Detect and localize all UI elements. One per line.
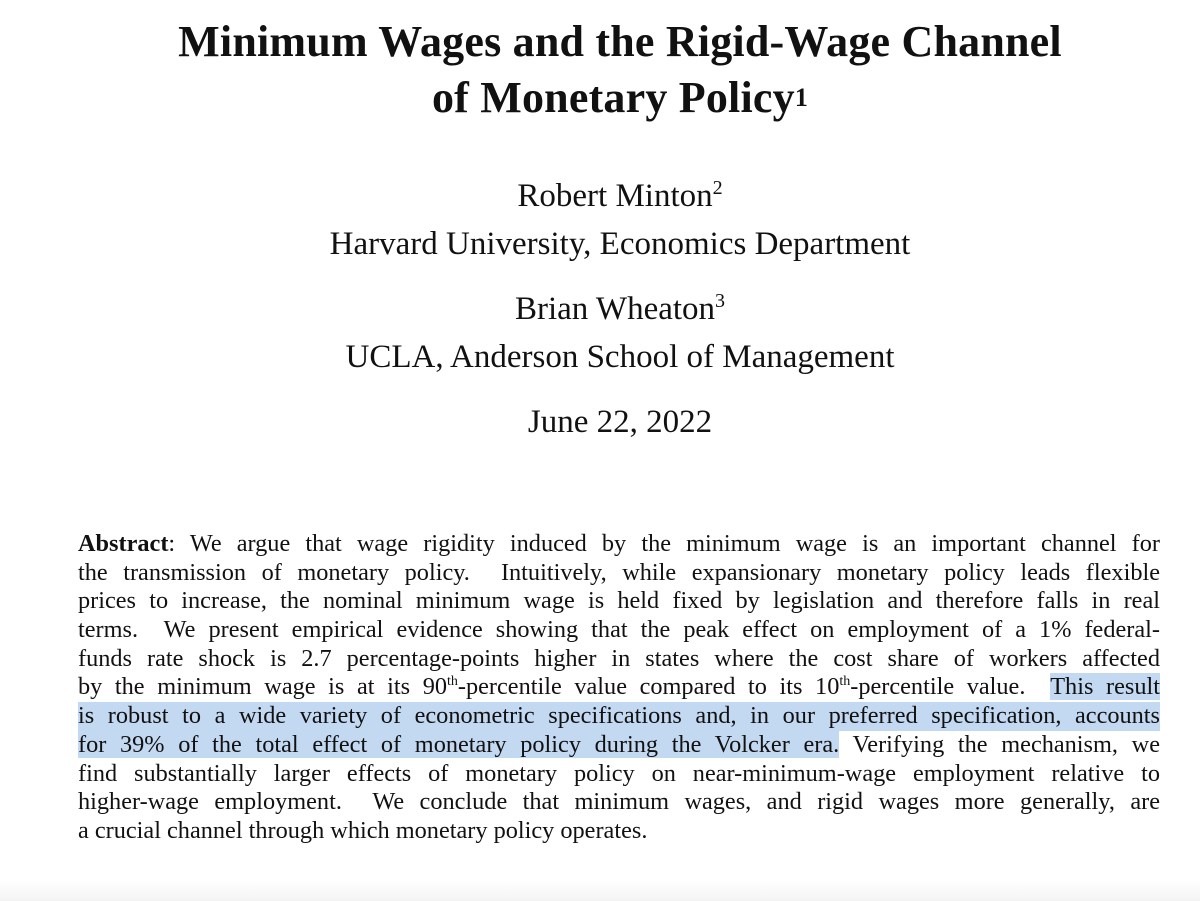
abstract-line-5-text: funds rate shock is 2.7 percentage-points higher in states where the cost share of workers affected — [78, 644, 1160, 672]
paper-title — [0, 14, 1200, 132]
abstract-line-9-text: find substantially larger effects of monetary policy on near-minimum-wage employment relative to — [78, 759, 1160, 787]
paper-date: June 22, 2022 — [527, 404, 713, 440]
author-1-footnote-marker[interactable]: 2 — [712, 177, 723, 199]
page-bottom-shadow — [0, 881, 1200, 901]
abstract-line-6-text — [78, 673, 1160, 702]
abstract-line-9 — [78, 760, 1160, 789]
author-block-1 — [0, 174, 1200, 266]
author-name-2 — [0, 287, 1200, 335]
ordinal-superscript-10th: th — [839, 674, 851, 690]
author-name-1-text: Robert Minton — [517, 178, 713, 214]
abstract-line-7 — [78, 702, 1160, 731]
abstract-label: Abstract — [78, 530, 169, 557]
abstract-line-8-rest: Verifying the mechanism, we — [839, 730, 1160, 758]
abstract-line-11-text: a crucial channel through which monetary policy operates. — [78, 816, 648, 844]
selected-text-highlight-3[interactable]: for 39% of the total effect of monetary policy during the Volcker era. — [78, 730, 840, 758]
abstract-line-1 — [78, 530, 1160, 559]
selected-text-highlight-2[interactable]: is robust to a wide variety of econometric specifications and, in our preferred specification, accounts — [78, 702, 1161, 730]
abstract-line-1-body: : We argue that wage rigidity induced by the minimum wage is an important channel for — [168, 530, 1160, 557]
abstract-line-8-text — [78, 731, 1160, 760]
title-footnote-marker[interactable]: 1 — [794, 83, 809, 112]
author-affiliation-1: Harvard University, Economics Department — [329, 226, 911, 262]
abstract-line-5 — [78, 645, 1160, 674]
abstract-line-8 — [78, 731, 1160, 760]
abstract-line-3 — [78, 587, 1160, 616]
abstract-line-4 — [78, 616, 1160, 645]
abstract-line-6-part-2: -percentile value compared to its 10 — [457, 673, 840, 701]
author-block-2 — [0, 287, 1200, 379]
abstract-line-10 — [78, 788, 1160, 817]
author-name-2-text: Brian Wheaton — [514, 291, 716, 327]
abstract-line-4-text: terms. We present empirical evidence showing that the peak effect on employment of a 1% federal- — [78, 616, 1160, 644]
abstract-line-3-text: prices to increase, the nominal minimum wage is held fixed by legislation and therefore falls in real — [78, 587, 1160, 615]
abstract-line-1-text — [78, 530, 1160, 559]
title-line-1: Minimum Wages and the Rigid-Wage Channel — [178, 17, 1062, 66]
abstract-line-6-part-1: by the minimum wage is at its 90 — [78, 673, 447, 701]
abstract-line-2 — [78, 559, 1160, 588]
author-2-footnote-marker[interactable]: 3 — [715, 290, 726, 312]
title-line-2-text: of Monetary Policy — [431, 73, 795, 122]
abstract-line-11 — [78, 817, 1160, 846]
title-line-2 — [0, 70, 1200, 132]
abstract-line-6 — [78, 673, 1160, 702]
abstract-line-2-text: the transmission of monetary policy. Intuitively, while expansionary monetary policy leads flexible — [78, 558, 1161, 586]
abstract[interactable] — [78, 530, 1160, 846]
author-affiliation-2: UCLA, Anderson School of Management — [345, 339, 895, 375]
author-name-1 — [0, 174, 1200, 222]
ordinal-superscript-90th: th — [447, 674, 458, 690]
abstract-line-10-text: higher-wage employment. We conclude that minimum wages, and rigid wages more generally, are — [78, 788, 1160, 816]
selected-text-highlight-1[interactable]: This result — [1050, 673, 1160, 701]
abstract-line-6-part-3: -percentile value. — [850, 673, 1051, 701]
